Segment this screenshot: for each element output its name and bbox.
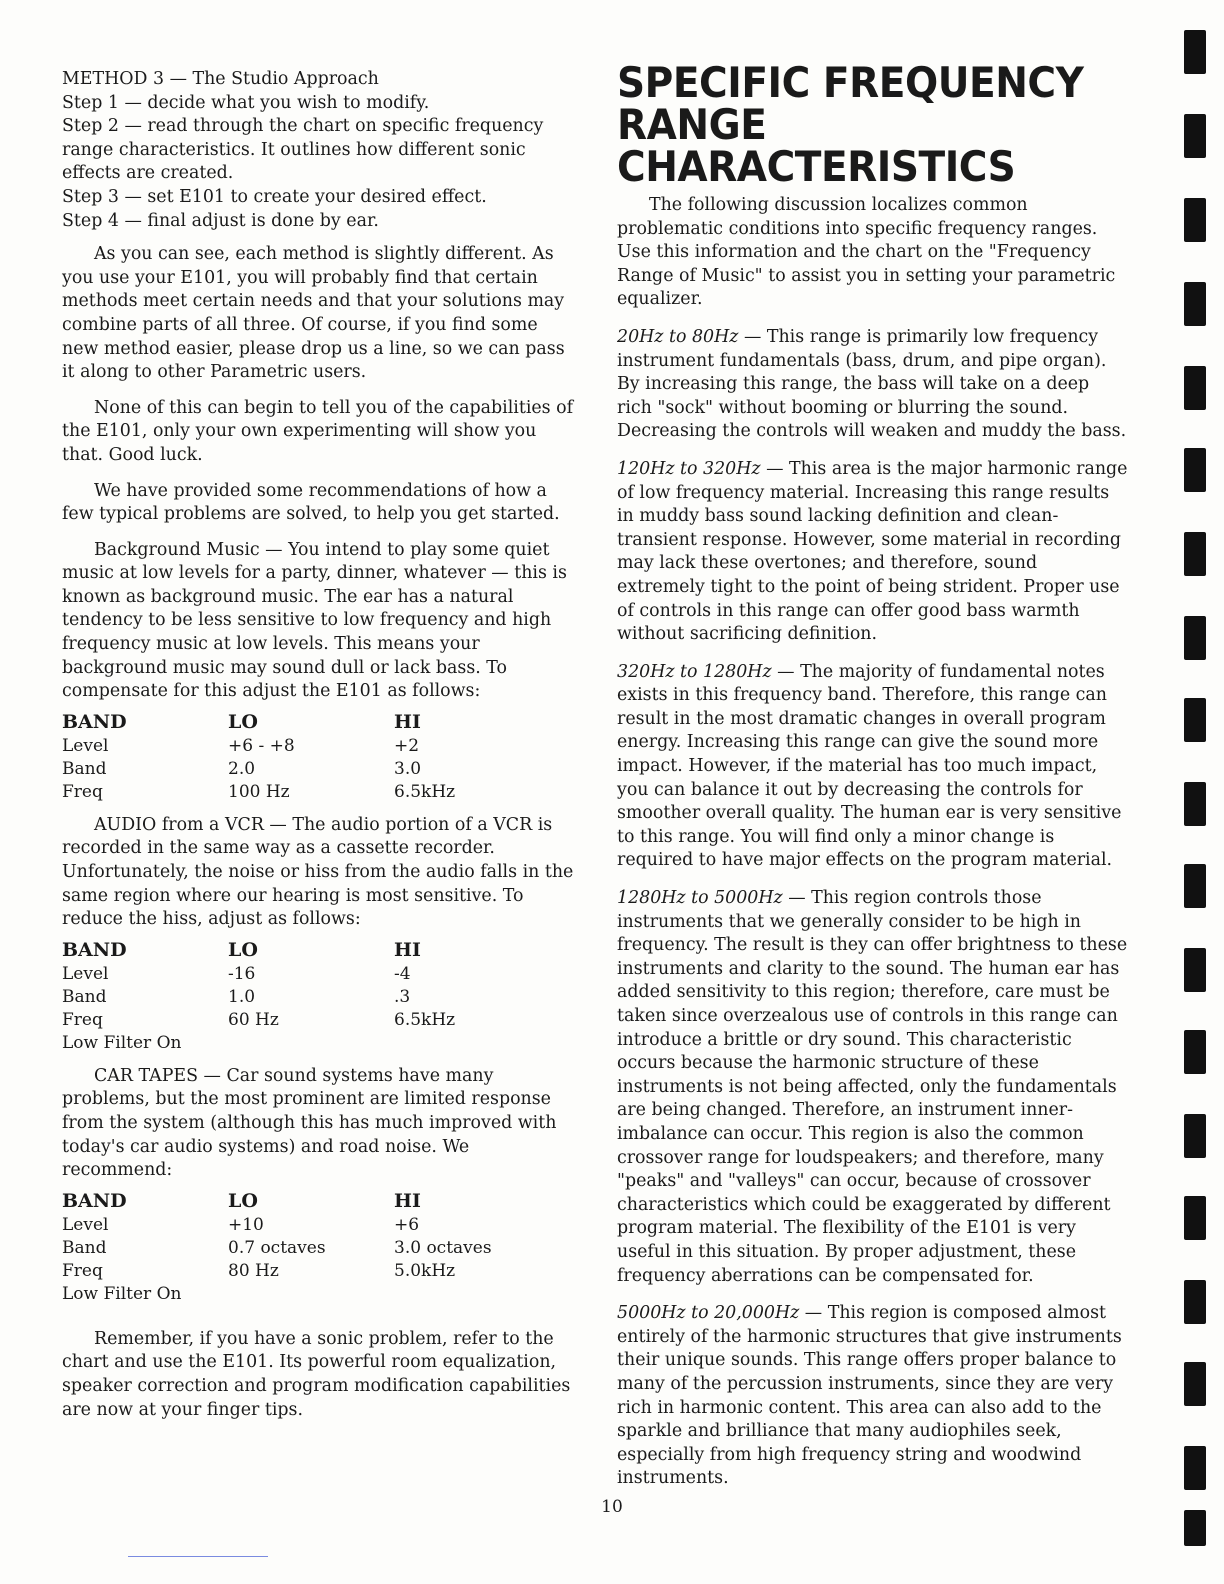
table-row: Freq 100 Hz 6.5kHz <box>62 781 456 802</box>
binding-hole <box>1184 114 1206 158</box>
table-row: Level -16 -4 <box>62 963 411 984</box>
binding-hole <box>1184 1362 1206 1406</box>
frequency-description: — This range is primarily low frequency instrument fundamentals (bass, drum, and pipe organ). By increasing this range, the bass will take on a deep rich "sock" without booming or blurring the sound. Decreasing the controls will weaken and muddy the bass. <box>617 326 1127 442</box>
page-title: SPECIFIC FREQUENCY RANGE CHARACTERISTICS <box>617 58 1084 191</box>
binding-holes <box>1180 30 1224 1550</box>
binding-hole <box>1184 1446 1206 1490</box>
binding-hole <box>1184 1114 1206 1158</box>
method-title: METHOD 3 — The Studio Approach <box>62 69 379 89</box>
table-row: Freq 60 Hz 6.5kHz <box>62 1009 456 1030</box>
binding-hole <box>1184 30 1206 74</box>
binding-hole <box>1184 532 1206 576</box>
method-step: Step 3 — set E101 to create your desired effect. <box>62 186 487 207</box>
intro-paragraph: The following discussion localizes common problematic conditions into specific frequency ranges. Use this information and the chart on the "Frequency Range of Music" to assist you in setting your parametric equalizer. <box>617 195 1116 310</box>
table-row: Band 0.7 octaves 3.0 octaves <box>62 1237 492 1258</box>
settings-table-vcr <box>62 938 455 1055</box>
left-column <box>62 68 578 1422</box>
paragraph-remember: Remember, if you have a sonic problem, refer to the chart and use the E101. Its powerful room equalization, speaker correction and program modification capabilities are now at your finger tips. <box>62 1328 571 1420</box>
table-row: Band 2.0 3.0 <box>62 758 422 779</box>
frequency-range-label: 1280Hz to 5000Hz <box>617 888 783 909</box>
frequency-range-label: 120Hz to 320Hz <box>617 458 761 479</box>
frequency-range-label: 320Hz to 1280Hz <box>617 661 772 682</box>
frequency-description: — This area is the major harmonic range of low frequency material. Increasing this range results in muddy bass sound lacking definition and clean-transient response. However, some material in recording may lack these overtones; and therefore, sound extremely tight to the point of being strident. Proper use of controls in this range can offer good bass warmth without sacrificing definition. <box>617 458 1128 645</box>
paragraph-capabilities: None of this can begin to tell you of the capabilities of the E101, only your own experimenting will show you that. Good luck. <box>62 397 574 465</box>
frequency-section <box>617 326 1129 444</box>
frequency-section <box>617 1302 1129 1491</box>
right-column <box>617 58 1129 1491</box>
table-header-row: BAND LO HI <box>62 938 421 961</box>
frequency-description: — The majority of fundamental notes exists in this frequency band. Therefore, this range can result in the most dramatic changes in overall program energy. Increasing this range can give the sound more impact. However, if the material has too much impact, you can balance it out by decreasing the controls for smoother overall quality. The human ear is very sensitive to this range. You will find only a minor change is required to have major effects on the program material. <box>617 661 1122 871</box>
binding-hole <box>1184 948 1206 992</box>
table-row: Band 1.0 .3 <box>62 986 411 1007</box>
method-step: Step 1 — decide what you wish to modify. <box>62 92 430 113</box>
binding-hole <box>1184 1196 1206 1240</box>
frequency-range-label: 5000Hz to 20,000Hz <box>617 1303 800 1324</box>
binding-hole <box>1184 282 1206 326</box>
settings-table-car-tapes <box>62 1189 492 1306</box>
frequency-description: — This region is composed almost entirely of the harmonic structures that give instruments their unique sounds. This range offers proper balance to many of the percussion instruments, since they are very rich in harmonic content. This area can also add to the sparkle and brilliance that many audiophiles seek, especially from high frequency string and woodwind instruments. <box>617 1303 1122 1489</box>
paragraph-car-tapes: CAR TAPES — Car sound systems have many problems, but the most prominent are limited response from the system (although this has much improved with today's car audio systems) and road noise. We recommend: <box>62 1065 557 1181</box>
binding-hole <box>1184 864 1206 908</box>
paragraph-methods: As you can see, each method is slightly different. As you use your E101, you will probably find that certain methods meet certain needs and that your solutions may combine parts of all three. Of course, if you find some new method easier, please drop us a line, so we can pass it along to other Parametric users. <box>62 244 565 383</box>
table-header-row: BAND LO HI <box>62 710 421 733</box>
table-header-row: BAND LO HI <box>62 1189 421 1212</box>
paragraph-vcr-audio: AUDIO from a VCR — The audio portion of a VCR is recorded in the same way as a cassette recorder. Unfortunately, the noise or hiss from the audio falls in the same region where our hearing is most sensitive. To reduce the hiss, adjust as follows: <box>62 814 574 930</box>
binding-hole <box>1184 698 1206 742</box>
paragraph-recommendations: We have provided some recommendations of how a few typical problems are solved, to help you get started. <box>62 480 560 525</box>
method-step: Step 2 — read through the chart on specific frequency range characteristics. It outlines how different sonic effects are created. <box>62 116 544 184</box>
binding-hole <box>1184 1510 1206 1546</box>
footnote-rule <box>128 1556 268 1557</box>
frequency-range-label: 20Hz to 80Hz <box>617 326 739 347</box>
frequency-description: — This region controls those instruments that we generally consider to be high in frequency. The result is they can offer brightness to these instruments and clarity to the sound. The human ear has added sensitivity to this region; therefore, care must be taken since overzealous use of controls in this range can introduce a brittle or dry sound. This characteristic occurs because the harmonic structure of these instruments is not being affected, only the fundamentals are being changed. Therefore, an instrument inner-imbalance can occur. This region is also the common crossover range for loudspeakers; and therefore, many "peaks" and "valleys" can occur, because of crossover characteristics which could be exaggerated by different program material. The flexibility of the E101 is very useful in this situation. By proper adjustment, these frequency aberrations can be compensated for. <box>617 888 1128 1286</box>
method-3-steps <box>62 68 578 233</box>
frequency-section <box>617 458 1129 647</box>
method-step: Step 4 — final adjust is done by ear. <box>62 210 379 231</box>
frequency-section <box>617 661 1129 873</box>
binding-hole <box>1184 366 1206 410</box>
table-note-row: Low Filter On <box>62 1283 182 1304</box>
binding-hole <box>1184 1280 1206 1324</box>
binding-hole <box>1184 616 1206 660</box>
page-number: 10 <box>601 1497 623 1517</box>
paragraph-background-music: Background Music — You intend to play some quiet music at low levels for a party, dinner, whatever — this is known as background music. The ear has a natural tendency to be less sensitive to low frequency and high frequency music at low levels. This means your background music may sound dull or lack bass. To compensate for this adjust the E101 as follows: <box>62 539 567 702</box>
binding-hole <box>1184 448 1206 492</box>
settings-table-background-music <box>62 710 455 804</box>
binding-hole <box>1184 782 1206 826</box>
frequency-section <box>617 887 1129 1288</box>
binding-hole <box>1184 198 1206 242</box>
binding-hole <box>1184 1030 1206 1074</box>
table-row: Level +6 - +8 +2 <box>62 735 420 756</box>
table-row: Freq 80 Hz 5.0kHz <box>62 1260 456 1281</box>
table-row: Level +10 +6 <box>62 1214 420 1235</box>
table-note-row: Low Filter On <box>62 1032 182 1053</box>
